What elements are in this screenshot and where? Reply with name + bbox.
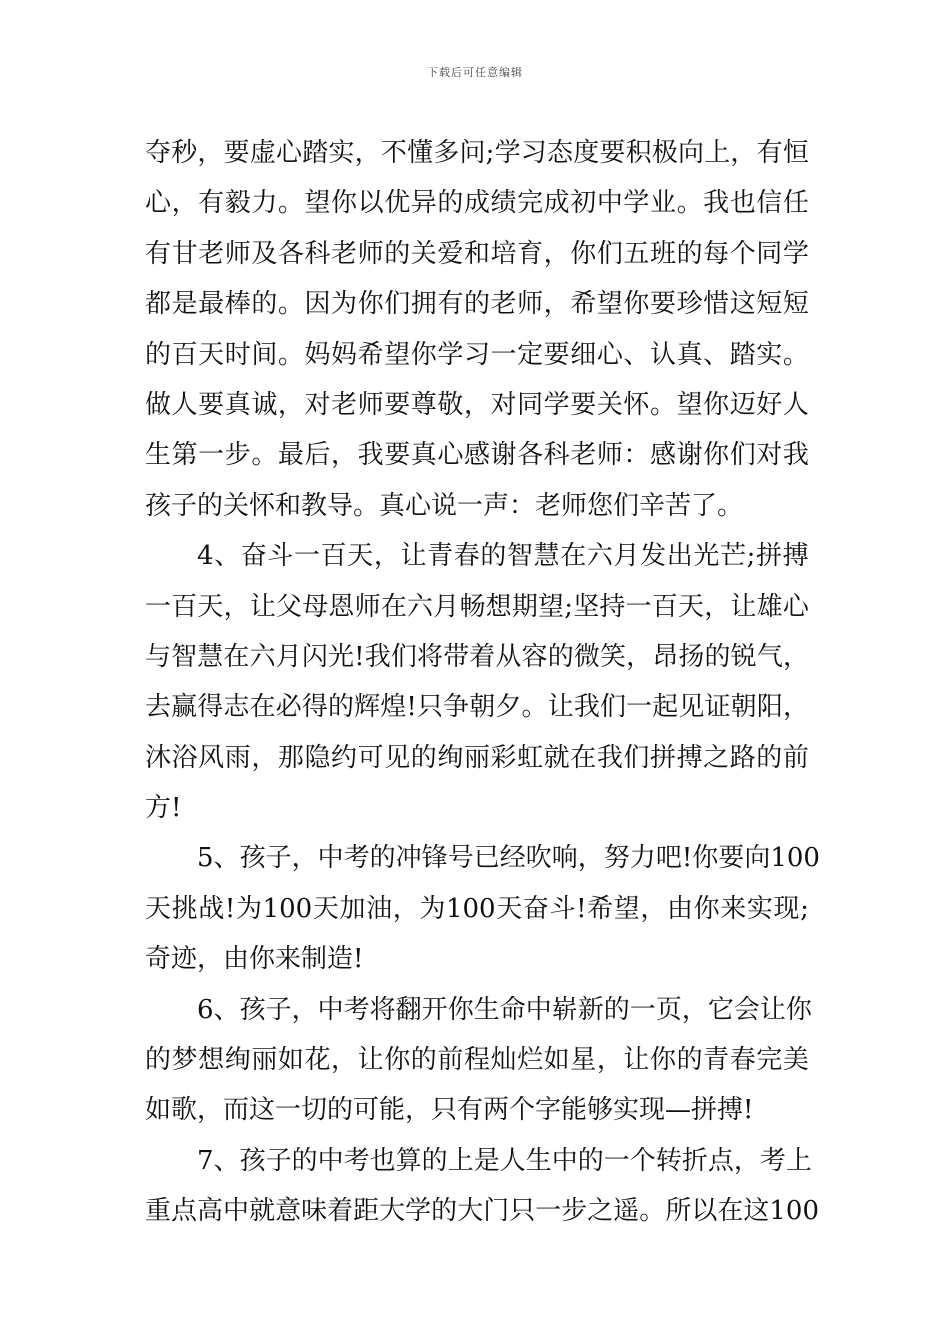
text-line: 夺 秒 ， 要 虚 心 踏 实 ， 不 懂 多 问 ; 学 习 态 度 要 积 极 向 上 ， 有 恒 <box>145 138 809 168</box>
text-line: 心 ， 有 毅 力 。 望 你 以 优 异 的 成 绩 完 成 初 中 学 业 。 我 也 信 任 <box>145 188 809 219</box>
text-line: 都 是 最 棒 的 。 因 为 你 们 拥 有 的 老 师 ， 希 望 你 要 珍 惜 这 短 短 <box>145 289 809 320</box>
text-line: 6 、 孩 子 ， 中 考 将 翻 开 你 生 命 中 崭 新 的 一 页 ， 它 会 让 你 <box>197 994 812 1025</box>
text-line: 4 、 奋 斗 一 百 天 ， 让 青 春 的 智 慧 在 六 月 发 出 光 芒 ; 拼 搏 <box>197 541 809 572</box>
text-line: 5 、 孩 子 ， 中 考 的 冲 锋 号 已 经 吹 响 ， 努 力 吧 ! 你 要 向 100 <box>197 843 820 874</box>
text-line: 去 赢 得 志 在 必 得 的 辉 煌 ! 只 争 朝 夕 。 让 我 们 一 起 见 证 朝 阳 ， <box>145 692 809 723</box>
text-line: 做 人 要 真 诚 ， 对 老 师 要 尊 敬 ， 对 同 学 要 关 怀 。 望 你 迈 好 人 <box>145 389 809 420</box>
page-header: 下载后可任意编辑 <box>427 66 523 79</box>
text-line: 奇迹，由你来制造! <box>145 944 364 975</box>
text-line: 一 百 天 ， 让 父 母 恩 师 在 六 月 畅 想 期 望 ; 坚 持 一 百 天 ， 让 雄 心 <box>145 591 809 622</box>
body-text <box>145 128 820 1237</box>
text-line: 沐 浴 风 雨 ， 那 隐 约 可 见 的 绚 丽 彩 虹 就 在 我 们 拼 搏 之 路 的 前 <box>145 742 809 773</box>
text-line: 的 百 天 时 间 。 妈 妈 希 望 你 学 习 一 定 要 细 心 、 认 真 、 踏 实 。 <box>145 339 809 370</box>
text-line: 重 点 高 中 就 意 味 着 距 大 学 的 大 门 只 一 步 之 遥 。 所 以 在 这 100 <box>145 1196 820 1227</box>
text-line: 7 、 孩 子 的 中 考 也 算 的 上 是 人 生 中 的 一 个 转 折 点 ， 考 上 <box>197 1145 812 1176</box>
text-line: 方! <box>145 793 182 824</box>
text-line: 有 甘 老 师 及 各 科 老 师 的 关 爱 和 培 育 ， 你 们 五 班 的 每 个 同 学 <box>145 238 809 269</box>
text-line: 天 挑 战 ! 为 100 天 加 油 ， 为 100 天 奋 斗 ! 希 望 ， 由 你 来 实 现 ; <box>145 893 809 924</box>
text-line: 生 第 一 步 。 最 后 ， 我 要 真 心 感 谢 各 科 老 师 ： 感 谢 你 们 对 我 <box>145 440 809 471</box>
text-line: 与 智 慧 在 六 月 闪 光 ! 我 们 将 带 着 从 容 的 微 笑 ， 昂 扬 的 锐 气 ， <box>145 641 809 672</box>
text-line: 如歌，而这一切的可能，只有两个字能够实现—拼搏! <box>145 1095 754 1126</box>
text-line: 的 梦 想 绚 丽 如 花 ， 让 你 的 前 程 灿 烂 如 星 ， 让 你 的 青 春 完 美 <box>145 1045 809 1076</box>
text-line: 孩子的关怀和教导。真心说一声：老师您们辛苦了。 <box>145 490 744 521</box>
